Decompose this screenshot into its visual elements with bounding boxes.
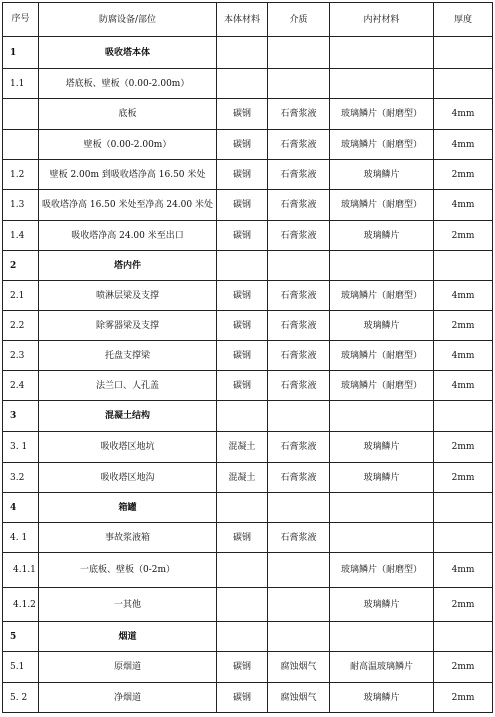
row-part: 塔内件 (39, 251, 217, 281)
row-part: 除雾器梁及支撑 (39, 311, 217, 341)
row-seq: 1 (3, 37, 39, 69)
row-body-material: 混凝土 (217, 432, 268, 463)
row-body-material: 碳钢 (217, 311, 268, 341)
header-part: 防腐设备/部位 (39, 3, 217, 37)
row-seq (3, 130, 39, 160)
row-seq: 1.4 (3, 221, 39, 251)
row-part: 净烟道 (39, 683, 217, 713)
section-row (3, 37, 493, 69)
row-lining-material: 玻璃鳞片 (330, 221, 434, 251)
row-seq: 4. 1 (3, 523, 39, 553)
row-thickness: 2mm (434, 652, 493, 683)
row-thickness (434, 251, 493, 281)
row-thickness: 4mm (434, 281, 493, 311)
row-body-material: 碳钢 (217, 130, 268, 160)
row-thickness: 2mm (434, 463, 493, 493)
row-lining-material (330, 523, 434, 553)
table-row (3, 371, 493, 401)
table-row (3, 341, 493, 371)
table-row (3, 652, 493, 683)
row-thickness: 2mm (434, 432, 493, 463)
row-lining-material: 玻璃鳞片（耐磨型） (330, 341, 434, 371)
row-lining-material: 玻璃鳞片 (330, 683, 434, 713)
row-thickness: 4mm (434, 553, 493, 588)
table-row (3, 130, 493, 160)
row-thickness: 4mm (434, 341, 493, 371)
row-body-material: 碳钢 (217, 99, 268, 130)
row-medium (268, 251, 330, 281)
row-lining-material (330, 493, 434, 523)
table-row (3, 463, 493, 493)
row-seq: 4.1.1 (3, 553, 39, 588)
row-medium: 石膏浆液 (268, 311, 330, 341)
row-part: 法兰口、人孔盖 (39, 371, 217, 401)
row-thickness (434, 37, 493, 69)
table-row (3, 683, 493, 713)
row-part: 一其他 (39, 588, 217, 622)
header-body-material: 本体材料 (217, 3, 268, 37)
row-thickness: 4mm (434, 190, 493, 221)
row-medium (268, 553, 330, 588)
row-seq (3, 99, 39, 130)
row-seq: 2.1 (3, 281, 39, 311)
section-row (3, 493, 493, 523)
row-medium (268, 622, 330, 652)
row-lining-material: 玻璃鳞片（耐磨型） (330, 130, 434, 160)
row-thickness (434, 493, 493, 523)
row-body-material: 碳钢 (217, 190, 268, 221)
row-body-material: 碳钢 (217, 371, 268, 401)
row-lining-material: 玻璃鳞片（耐磨型） (330, 99, 434, 130)
row-seq: 2 (3, 251, 39, 281)
row-lining-material: 耐高温玻璃鳞片 (330, 652, 434, 683)
row-body-material: 碳钢 (217, 523, 268, 553)
row-medium: 石膏浆液 (268, 432, 330, 463)
table-row (3, 160, 493, 190)
row-thickness: 2mm (434, 311, 493, 341)
table-row (3, 281, 493, 311)
row-medium (268, 37, 330, 69)
row-lining-material: 玻璃鳞片 (330, 432, 434, 463)
section-row (3, 401, 493, 432)
row-part: 吸收塔本体 (39, 37, 217, 69)
row-lining-material: 玻璃鳞片 (330, 588, 434, 622)
row-seq: 1.1 (3, 69, 39, 99)
row-body-material (217, 401, 268, 432)
row-lining-material (330, 622, 434, 652)
row-seq: 4.1.2 (3, 588, 39, 622)
table-row (3, 99, 493, 130)
table-row (3, 523, 493, 553)
row-part: 吸收塔净高 24.00 米至出口 (39, 221, 217, 251)
row-part: 壁板 2.00m 到吸收塔净高 16.50 米处 (39, 160, 217, 190)
row-seq: 2.3 (3, 341, 39, 371)
row-lining-material: 玻璃鳞片 (330, 311, 434, 341)
row-lining-material: 玻璃鳞片（耐磨型） (330, 281, 434, 311)
row-medium: 腐蚀烟气 (268, 683, 330, 713)
row-body-material: 碳钢 (217, 221, 268, 251)
row-medium: 石膏浆液 (268, 463, 330, 493)
row-medium: 石膏浆液 (268, 99, 330, 130)
row-seq: 4 (3, 493, 39, 523)
row-medium: 石膏浆液 (268, 371, 330, 401)
header-seq: 序号 (3, 3, 39, 37)
row-part: 吸收塔区地沟 (39, 463, 217, 493)
table-body (3, 37, 493, 713)
row-thickness: 2mm (434, 588, 493, 622)
anticorrosion-table (2, 2, 493, 713)
row-seq: 5. 2 (3, 683, 39, 713)
row-part: 塔底板、壁板（0.00-2.00m） (39, 69, 217, 99)
table-row (3, 588, 493, 622)
row-part: 箱罐 (39, 493, 217, 523)
row-lining-material (330, 251, 434, 281)
row-seq: 2.4 (3, 371, 39, 401)
row-body-material (217, 251, 268, 281)
row-part: 一底板、壁板（0-2m） (39, 553, 217, 588)
row-body-material (217, 493, 268, 523)
header-medium: 介质 (268, 3, 330, 37)
row-thickness: 2mm (434, 683, 493, 713)
row-seq: 5 (3, 622, 39, 652)
row-body-material: 碳钢 (217, 160, 268, 190)
table-row (3, 221, 493, 251)
row-body-material: 碳钢 (217, 281, 268, 311)
section-row (3, 251, 493, 281)
row-thickness: 2mm (434, 160, 493, 190)
table-row (3, 69, 493, 99)
row-seq: 2.2 (3, 311, 39, 341)
row-medium: 石膏浆液 (268, 221, 330, 251)
row-thickness (434, 523, 493, 553)
row-seq: 1.2 (3, 160, 39, 190)
row-part: 原烟道 (39, 652, 217, 683)
table-row (3, 311, 493, 341)
section-row (3, 622, 493, 652)
row-thickness (434, 401, 493, 432)
row-medium: 腐蚀烟气 (268, 652, 330, 683)
row-seq: 5.1 (3, 652, 39, 683)
row-thickness: 4mm (434, 99, 493, 130)
row-body-material: 碳钢 (217, 683, 268, 713)
row-medium: 石膏浆液 (268, 130, 330, 160)
row-part: 烟道 (39, 622, 217, 652)
row-thickness (434, 69, 493, 99)
row-part: 托盘支撑梁 (39, 341, 217, 371)
row-part: 吸收塔区地坑 (39, 432, 217, 463)
header-lining-material: 内衬材料 (330, 3, 434, 37)
row-body-material (217, 622, 268, 652)
row-body-material: 碳钢 (217, 341, 268, 371)
table-row (3, 553, 493, 588)
row-medium (268, 401, 330, 432)
row-medium: 石膏浆液 (268, 341, 330, 371)
row-lining-material: 玻璃鳞片（耐磨型） (330, 553, 434, 588)
header-row (3, 3, 493, 37)
row-medium (268, 588, 330, 622)
row-thickness: 4mm (434, 130, 493, 160)
table-row (3, 432, 493, 463)
row-part: 底板 (39, 99, 217, 130)
row-lining-material: 玻璃鳞片 (330, 463, 434, 493)
row-part: 混凝土结构 (39, 401, 217, 432)
row-body-material: 碳钢 (217, 652, 268, 683)
row-seq: 3 (3, 401, 39, 432)
row-medium: 石膏浆液 (268, 160, 330, 190)
row-body-material (217, 588, 268, 622)
row-lining-material (330, 401, 434, 432)
row-medium: 石膏浆液 (268, 523, 330, 553)
row-part: 喷淋层梁及支撑 (39, 281, 217, 311)
row-part: 吸收塔净高 16.50 米处至净高 24.00 米处 (39, 190, 217, 221)
row-medium: 石膏浆液 (268, 281, 330, 311)
table-row (3, 190, 493, 221)
row-body-material (217, 69, 268, 99)
row-thickness (434, 622, 493, 652)
row-lining-material: 玻璃鳞片 (330, 160, 434, 190)
row-thickness: 2mm (434, 221, 493, 251)
row-lining-material (330, 37, 434, 69)
row-body-material (217, 553, 268, 588)
header-thickness: 厚度 (434, 3, 493, 37)
row-medium (268, 69, 330, 99)
row-thickness: 4mm (434, 371, 493, 401)
row-lining-material: 玻璃鳞片（耐磨型） (330, 371, 434, 401)
row-lining-material (330, 69, 434, 99)
row-part: 壁板（0.00-2.00m） (39, 130, 217, 160)
row-body-material (217, 37, 268, 69)
row-part: 事故浆液箱 (39, 523, 217, 553)
row-lining-material: 玻璃鳞片（耐磨型） (330, 190, 434, 221)
row-medium (268, 493, 330, 523)
row-seq: 1.3 (3, 190, 39, 221)
row-medium: 石膏浆液 (268, 190, 330, 221)
row-body-material: 混凝土 (217, 463, 268, 493)
row-seq: 3. 1 (3, 432, 39, 463)
row-seq: 3.2 (3, 463, 39, 493)
